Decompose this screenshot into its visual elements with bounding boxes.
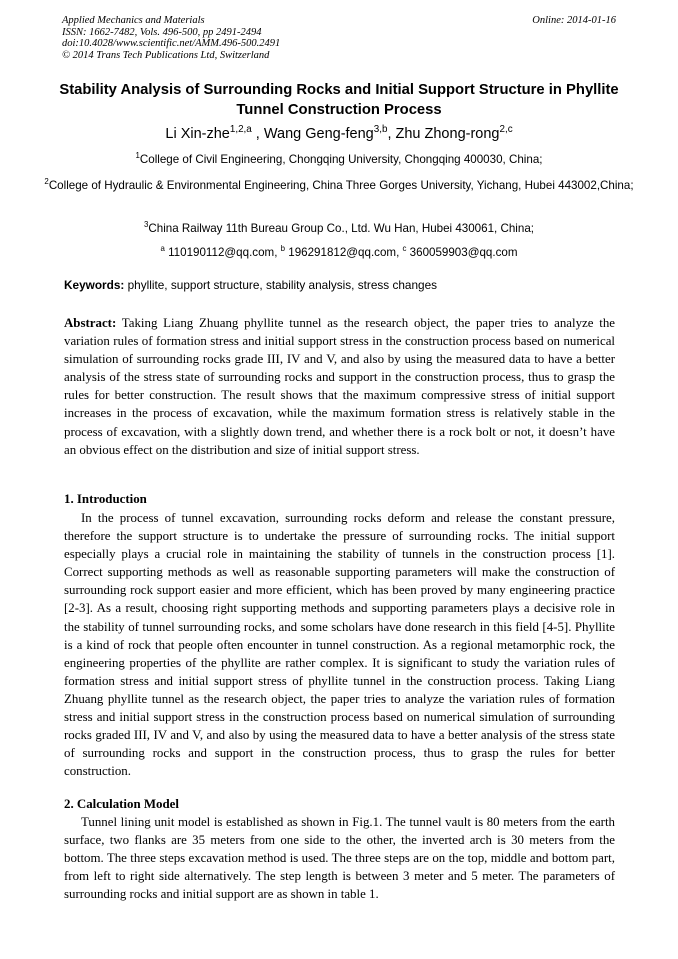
email-superscript: b [280, 244, 286, 254]
keywords [64, 277, 624, 293]
email-address[interactable]: 196291812@qq.com, [285, 246, 403, 259]
author-superscript: 1,2,a [229, 124, 252, 136]
affiliation-1 [40, 151, 638, 168]
keywords-label: Keywords: [64, 278, 125, 292]
author-name: Li Xin-zhe [165, 126, 230, 142]
affiliation-2 [40, 177, 638, 194]
author-list [40, 124, 638, 144]
affiliation-text: College of Civil Engineering, Chongqing University, Chongqing 400030, China; [139, 153, 543, 166]
email-superscript: c [402, 244, 407, 254]
abstract [64, 314, 615, 459]
issn-line: ISSN: 1662-7482, Vols. 496-500, pp 2491-2494 [62, 26, 262, 38]
introduction-text: In the process of tunnel excavation, surrounding rocks deform and release the constant pressure, therefore the support structure is to undertake the pressure of surrounding rocks. The initial support especially plays a crucial role in maintaining the stability of tunnels in the construction process [1]. Correct supporting methods as well as reasonable supporting parameters will make the construction of surrounding rock support easier and more efficient, which has been proved by many engineering practice [2-3]. As a result, choosing right supporting methods and supporting parameters plays a decisive role in the stability of tunnel surrounding rocks, and some scholars have done research in this field [4-5]. Phyllite is a kind of rock that people often encounter in tunnel construction. As a regional metamorphic rock, the engineering properties of the phyllite are rather complex. It is significant to study the variation rules of formation stress and initial support stress of phyllite tunnel in the construction process. Taking Liang Zhuang phyllite tunnel as the research object, the paper tries to analyze the variation rules of formation stress and initial support stress in the construction process based on numerical simulation of surrounding rocks graded III, IV and V, and also by using the measured data to have a better analysis of the stress state of surrounding rocks and support in the construction process, thus to grasp the rules for better construction. [64, 511, 615, 779]
email-address[interactable]: 110190112@qq.com, [164, 246, 281, 259]
journal-name: Applied Mechanics and Materials [62, 15, 205, 26]
keywords-text: phyllite, support structure, stability analysis, stress changes [124, 278, 438, 292]
journal-header [62, 15, 280, 61]
affiliation-superscript: 2 [44, 177, 49, 187]
author-name: Zhu Zhong-rong [395, 126, 500, 142]
paper-title: Stability Analysis of Surrounding Rocks and Initial Support Structure in Phyllite Tunnel Construction Process [59, 82, 619, 118]
affiliation-superscript: 3 [143, 220, 149, 230]
author-name: Wang Geng-feng [263, 126, 374, 142]
affiliation-text: College of Hydraulic & Environmental Engineering, China Three Gorges University, Yichang, Hubei 443002,China; [48, 179, 634, 192]
copyright-line: © 2014 Trans Tech Publications Ltd, Switzerland [62, 49, 270, 61]
section-heading-introduction: 1. Introduction [64, 492, 147, 506]
calculation-model-text: Tunnel lining unit model is established as shown in Fig.1. The tunnel vault is 80 meters from the earth surface, two flanks are 35 meters from one side to the other, the inverted arch is 30 meters from the bottom. The three steps excavation method is used. The three steps are on the top, middle and bottom part, from left to right side alternatively. The step length is between 3 meter and 5 meter. The parameters of surrounding rocks and initial support are as shown in table 1. [64, 815, 615, 902]
online-date: Online: 2014-01-16 [532, 15, 616, 26]
affiliation-3 [40, 220, 638, 237]
affiliation-superscript: 1 [135, 151, 140, 161]
email-address[interactable]: 360059903@qq.com [406, 246, 518, 259]
section-heading-calculation-model: 2. Calculation Model [64, 797, 179, 811]
abstract-text: Taking Liang Zhuang phyllite tunnel as the research object, the paper tries to analyze the variation rules of formation stress and initial support stress in the construction process based on numerical simulation of surrounding rocks grade III, IV and V, and also by using the measured data to have a better analysis of the stress state of surrounding rocks and support in the construction process, thus to grasp the rules for better construction. The result shows that the maximum compressive stress of initial support increases in the process of excavation, while the maximum formation stress is relatively stable in the process of excavation, with a slightly down trend, and whether there is a rock bolt or not, it doesn’t have an obvious effect on the distribution and size of initial support stress. [64, 316, 615, 457]
author-separator: , [251, 126, 264, 142]
email-line [40, 244, 638, 261]
doi-line[interactable]: doi:10.4028/www.scientific.net/AMM.496-500.2491 [62, 38, 281, 50]
abstract-label: Abstract: [64, 316, 117, 330]
email-superscript: a [160, 244, 165, 254]
affiliation-text: China Railway 11th Bureau Group Co., Ltd. Wu Han, Hubei 430061, China; [148, 222, 534, 235]
author-superscript: 3,b [373, 124, 388, 136]
author-superscript: 2,c [499, 124, 513, 136]
author-separator: , [387, 126, 396, 142]
